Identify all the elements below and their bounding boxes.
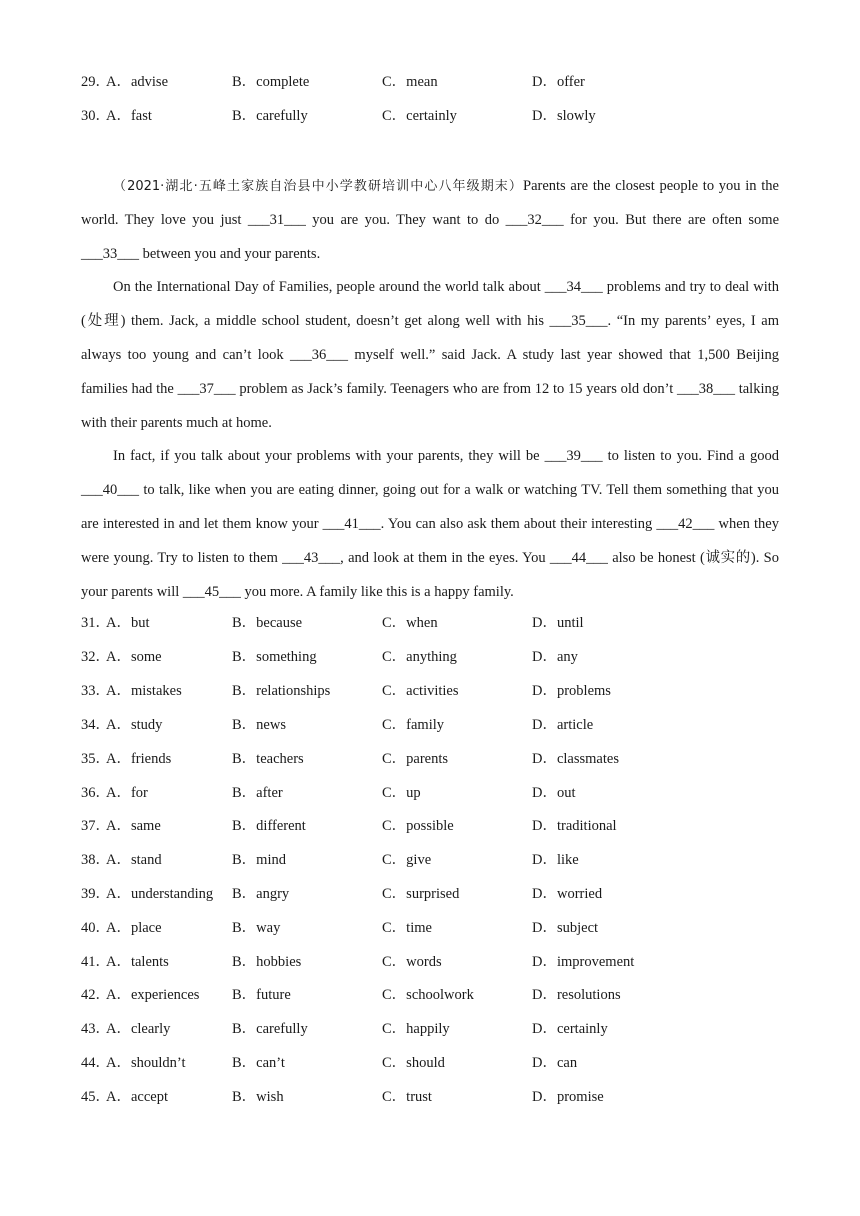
option-d: D．can <box>532 1055 578 1071</box>
question-number: 32． <box>81 649 110 665</box>
option-c: C．trust <box>382 1089 432 1105</box>
option-d: D．promise <box>532 1089 604 1105</box>
option-d: D．article <box>532 717 594 733</box>
question-number: 37． <box>81 818 110 834</box>
question-row <box>81 104 781 128</box>
option-b: B．mind <box>232 852 286 868</box>
option-d: D．until <box>532 615 584 631</box>
question-number: 38． <box>81 852 110 868</box>
question-row <box>81 983 781 1007</box>
option-b: B．different <box>232 818 306 834</box>
option-a: A．mistakes <box>106 683 182 699</box>
question-row <box>81 916 781 940</box>
option-d: D．improvement <box>532 954 635 970</box>
option-c: C．mean <box>382 74 438 90</box>
option-b: B．angry <box>232 886 290 902</box>
reading-passage <box>81 170 779 609</box>
option-a: A．understanding <box>106 886 214 902</box>
question-row <box>81 1051 781 1075</box>
option-c: C．up <box>382 785 421 801</box>
option-c: C．should <box>382 1055 445 1071</box>
option-a: A．but <box>106 615 150 631</box>
option-b: B．complete <box>232 74 310 90</box>
question-number: 42． <box>81 987 110 1003</box>
passage-paragraph-3: In fact, if you talk about your problems with your parents, they will be ___39___ to listen to you. Find a good ___40___ to talk, like when you are eating dinner, going out for a walk or watching TV. Tell them something that you are interested in and let them know your ___41___. You can also ask them about their interesting ___42___ when they were young. Try to listen to them ___43___, and look at them in the eyes. You ___44___ also be honest (诚实的). So your parents will ___45___ you more. A family like this is a happy family. <box>81 448 779 600</box>
question-number: 44． <box>81 1055 110 1071</box>
option-a: A．talents <box>106 954 169 970</box>
option-a: A．same <box>106 818 161 834</box>
question-number: 29． <box>81 74 110 90</box>
option-c: C．give <box>382 852 432 868</box>
option-c: C．schoolwork <box>382 987 474 1003</box>
question-number: 40． <box>81 920 110 936</box>
question-row <box>81 1085 781 1109</box>
question-number: 39． <box>81 886 110 902</box>
option-c: C．words <box>382 954 442 970</box>
option-d: D．traditional <box>532 818 617 834</box>
option-b: B．hobbies <box>232 954 302 970</box>
option-b: B．carefully <box>232 108 308 124</box>
option-c: C．activities <box>382 683 459 699</box>
option-b: B．teachers <box>232 751 304 767</box>
question-number: 31． <box>81 615 110 631</box>
option-c: C．when <box>382 615 438 631</box>
question-row <box>81 950 781 974</box>
question-row <box>81 679 781 703</box>
option-d: D．worried <box>532 886 603 902</box>
option-b: B．relationships <box>232 683 331 699</box>
option-a: A．accept <box>106 1089 168 1105</box>
option-a: A．clearly <box>106 1021 171 1037</box>
question-number: 34． <box>81 717 110 733</box>
question-number: 36． <box>81 785 110 801</box>
option-d: D．slowly <box>532 108 596 124</box>
option-d: D．subject <box>532 920 599 936</box>
option-a: A．place <box>106 920 162 936</box>
passage-source: （2021·湖北·五峰土家族自治县中小学教研培训中心八年级期末） <box>113 179 523 194</box>
option-a: A．fast <box>106 108 152 124</box>
question-row <box>81 781 781 805</box>
question-row <box>81 70 781 94</box>
passage-paragraph-1-text: Parents are the closest people to you in the world. They love you just ___31___ you are you. They want to do ___32___ for you. But there are often some ___33___ between you and your parents. <box>81 178 779 262</box>
passage-paragraph-1 <box>81 170 779 271</box>
option-a: A．friends <box>106 751 172 767</box>
question-row <box>81 848 781 872</box>
option-b: B．something <box>232 649 317 665</box>
option-a: A．for <box>106 785 148 801</box>
option-d: D．problems <box>532 683 611 699</box>
option-c: C．parents <box>382 751 449 767</box>
option-d: D．like <box>532 852 579 868</box>
option-b: B．future <box>232 987 291 1003</box>
option-d: D．out <box>532 785 576 801</box>
option-d: D．offer <box>532 74 585 90</box>
question-number: 30． <box>81 108 110 124</box>
option-a: A．study <box>106 717 163 733</box>
question-number: 45． <box>81 1089 110 1105</box>
option-d: D．any <box>532 649 578 665</box>
question-row <box>81 611 781 635</box>
option-a: A．stand <box>106 852 162 868</box>
question-row <box>81 747 781 771</box>
option-a: A．experiences <box>106 987 200 1003</box>
question-row <box>81 814 781 838</box>
option-a: A．advise <box>106 74 169 90</box>
option-c: C．surprised <box>382 886 460 902</box>
option-d: D．resolutions <box>532 987 621 1003</box>
option-d: D．classmates <box>532 751 619 767</box>
question-row <box>81 645 781 669</box>
option-b: B．because <box>232 615 303 631</box>
option-c: C．possible <box>382 818 454 834</box>
option-b: B．carefully <box>232 1021 308 1037</box>
question-number: 43． <box>81 1021 110 1037</box>
option-b: B．news <box>232 717 286 733</box>
option-c: C．happily <box>382 1021 450 1037</box>
question-number: 33． <box>81 683 110 699</box>
option-c: C．time <box>382 920 432 936</box>
question-number: 35． <box>81 751 110 767</box>
question-row <box>81 1017 781 1041</box>
option-c: C．anything <box>382 649 457 665</box>
option-b: B．after <box>232 785 283 801</box>
option-a: A．shouldn’t <box>106 1055 186 1071</box>
option-b: B．can’t <box>232 1055 285 1071</box>
option-b: B．way <box>232 920 281 936</box>
option-b: B．wish <box>232 1089 284 1105</box>
passage-paragraph-2: On the International Day of Families, people around the world talk about ___34___ problems and try to deal with (处理) them. Jack, a middle school student, doesn’t get along well with his ___35___. “In my parents’ eyes, I am always too young and can’t look ___36___ myself well.” said Jack. A study last year showed that 1,500 Beijing families had the ___37___ problem as Jack’s family. Teenagers who are from 12 to 15 years old don’t ___38___ talking with their parents much at home. <box>81 279 779 431</box>
option-c: C．certainly <box>382 108 457 124</box>
question-number: 41． <box>81 954 110 970</box>
option-d: D．certainly <box>532 1021 608 1037</box>
option-c: C．family <box>382 717 445 733</box>
question-row <box>81 882 781 906</box>
option-a: A．some <box>106 649 162 665</box>
question-row <box>81 713 781 737</box>
